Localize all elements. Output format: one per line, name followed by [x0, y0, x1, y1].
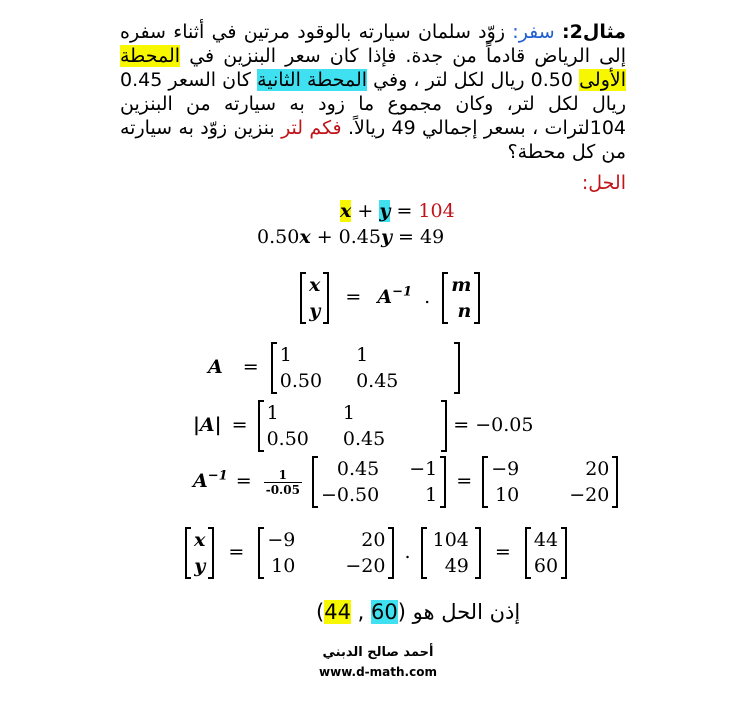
- question-highlight: فكم لتر: [281, 117, 342, 139]
- final-eq-2: =: [494, 541, 511, 563]
- res-cell: 44: [533, 529, 559, 551]
- b-cell: 49: [444, 555, 469, 577]
- problem-text: [120, 20, 626, 164]
- eq3-dot: .: [424, 286, 431, 308]
- inverse-result-matrix: [482, 456, 618, 508]
- eq2-x: x: [299, 226, 311, 248]
- matrix-A-definition: [208, 342, 460, 394]
- vec-n: n: [457, 300, 472, 322]
- inv-result-cell: −9: [491, 458, 520, 480]
- answer-value-60: 60: [371, 600, 398, 624]
- detA-label: |A|: [193, 414, 222, 436]
- inv-result-cell: 20: [585, 458, 610, 480]
- final-inv-cell: 20: [361, 529, 386, 551]
- final-inv-cell: −20: [345, 555, 386, 577]
- solution-label: الحل:: [581, 172, 626, 194]
- constants-vector: [421, 527, 481, 579]
- eq3-eq: =: [345, 286, 362, 308]
- matA-cell: 1: [356, 344, 369, 366]
- eq1-plus: +: [357, 200, 374, 222]
- topic-label: سفر:: [512, 21, 555, 43]
- inv-result-cell: 10: [495, 484, 520, 506]
- answer-close-paren: ): [316, 600, 325, 624]
- answer-line: [316, 600, 520, 624]
- detA-cell: 1: [342, 402, 355, 424]
- matrix-A: [271, 342, 461, 394]
- problem-segment-2: 0.50 ريال لكل لتر ، وفي: [367, 69, 580, 91]
- inv-exp: −1: [207, 468, 228, 484]
- matA-cell: 1: [279, 344, 292, 366]
- b-cell: 104: [432, 529, 469, 551]
- answer-value-44: 44: [324, 600, 351, 624]
- final-computation: [185, 527, 567, 579]
- problem-segment-4: بنزين زوّد به سيارته من كل محطة؟: [120, 117, 626, 163]
- vec-y: y: [309, 300, 321, 322]
- final-dot: .: [404, 541, 411, 563]
- eq2-coef-a: 0.50: [257, 226, 300, 248]
- mn-vector: [442, 272, 480, 324]
- eq1-y: y: [379, 200, 391, 222]
- detA-cell: 1: [266, 402, 279, 424]
- final-x: x: [194, 529, 206, 551]
- eq2-plus: + 0.45: [316, 226, 381, 248]
- answer-open-paren: (: [397, 600, 406, 624]
- det-matrix: [258, 400, 448, 452]
- adj-cell: −0.50: [320, 484, 380, 506]
- equation-1: [340, 200, 455, 222]
- problem-segment-3: كان السعر 0.45 ريال لكل لتر، وكان مجموع ما زود به سيارته من البنزين 104لترات ، بسعر إجمالي 49 ريالاً.: [120, 69, 626, 139]
- eq1-eq: =: [396, 200, 413, 222]
- adjugate-matrix: [312, 456, 446, 508]
- answer-sep: ,: [357, 600, 365, 624]
- problem-segment-1: زوّد سلمان سيارته بالوقود مرتين في أثناء سفره إلى الرياض قادماً من جدة. فإذا كان سعر البنزين في: [120, 21, 626, 67]
- final-xy-vector: [185, 527, 214, 579]
- frac-numerator: 1: [264, 468, 302, 483]
- matA-cell: 0.45: [356, 370, 399, 392]
- matA-eq: =: [242, 356, 259, 378]
- inv-eq-2: =: [456, 470, 473, 492]
- vec-m: m: [451, 274, 472, 296]
- xy-vector: [300, 272, 329, 324]
- inv-label: A: [193, 470, 208, 492]
- station-2-highlight: المحطة الثانية: [257, 69, 368, 91]
- final-y: y: [194, 555, 206, 577]
- inverse-matrix-equation: [193, 456, 618, 508]
- eq3-A: A: [377, 286, 393, 308]
- final-inv-cell: −9: [267, 529, 296, 551]
- detA-cell: 0.45: [342, 428, 386, 450]
- final-eq: =: [228, 541, 245, 563]
- determinant-A: [193, 400, 533, 452]
- eq1-total: 104: [418, 200, 455, 222]
- inverse-fraction: [264, 468, 302, 497]
- equation-2: [257, 226, 444, 248]
- inv-result-cell: −20: [569, 484, 610, 506]
- matA-label: A: [208, 356, 223, 378]
- res-cell: 60: [533, 555, 559, 577]
- result-vector: [525, 527, 567, 579]
- adj-cell: 0.45: [336, 458, 380, 480]
- matrix-equation: [300, 272, 480, 324]
- matA-cell: 0.50: [279, 370, 323, 392]
- vec-x: x: [309, 274, 321, 296]
- station-1-highlight: المحطة الأولى: [120, 45, 626, 91]
- eq2-y: y: [380, 226, 392, 248]
- frac-denominator: -0.05: [265, 482, 300, 497]
- answer-text: إذن الحل هو: [412, 600, 521, 624]
- final-inverse-matrix: [258, 527, 394, 579]
- eq1-x: x: [340, 200, 352, 222]
- adj-cell: −1: [409, 458, 438, 480]
- eq2-rest: = 49: [398, 226, 445, 248]
- adj-cell: 1: [425, 484, 438, 506]
- example-title: مثال2:: [562, 21, 626, 43]
- detA-result: = −0.05: [453, 414, 534, 436]
- inv-eq: =: [235, 470, 252, 492]
- eq3-exp: −1: [392, 284, 413, 300]
- website-url: www.d-math.com: [319, 665, 437, 679]
- final-inv-cell: 10: [271, 555, 296, 577]
- detA-cell: 0.50: [266, 428, 309, 450]
- author-name: أحمد صالح الدبني: [322, 645, 434, 660]
- detA-eq: =: [231, 414, 248, 436]
